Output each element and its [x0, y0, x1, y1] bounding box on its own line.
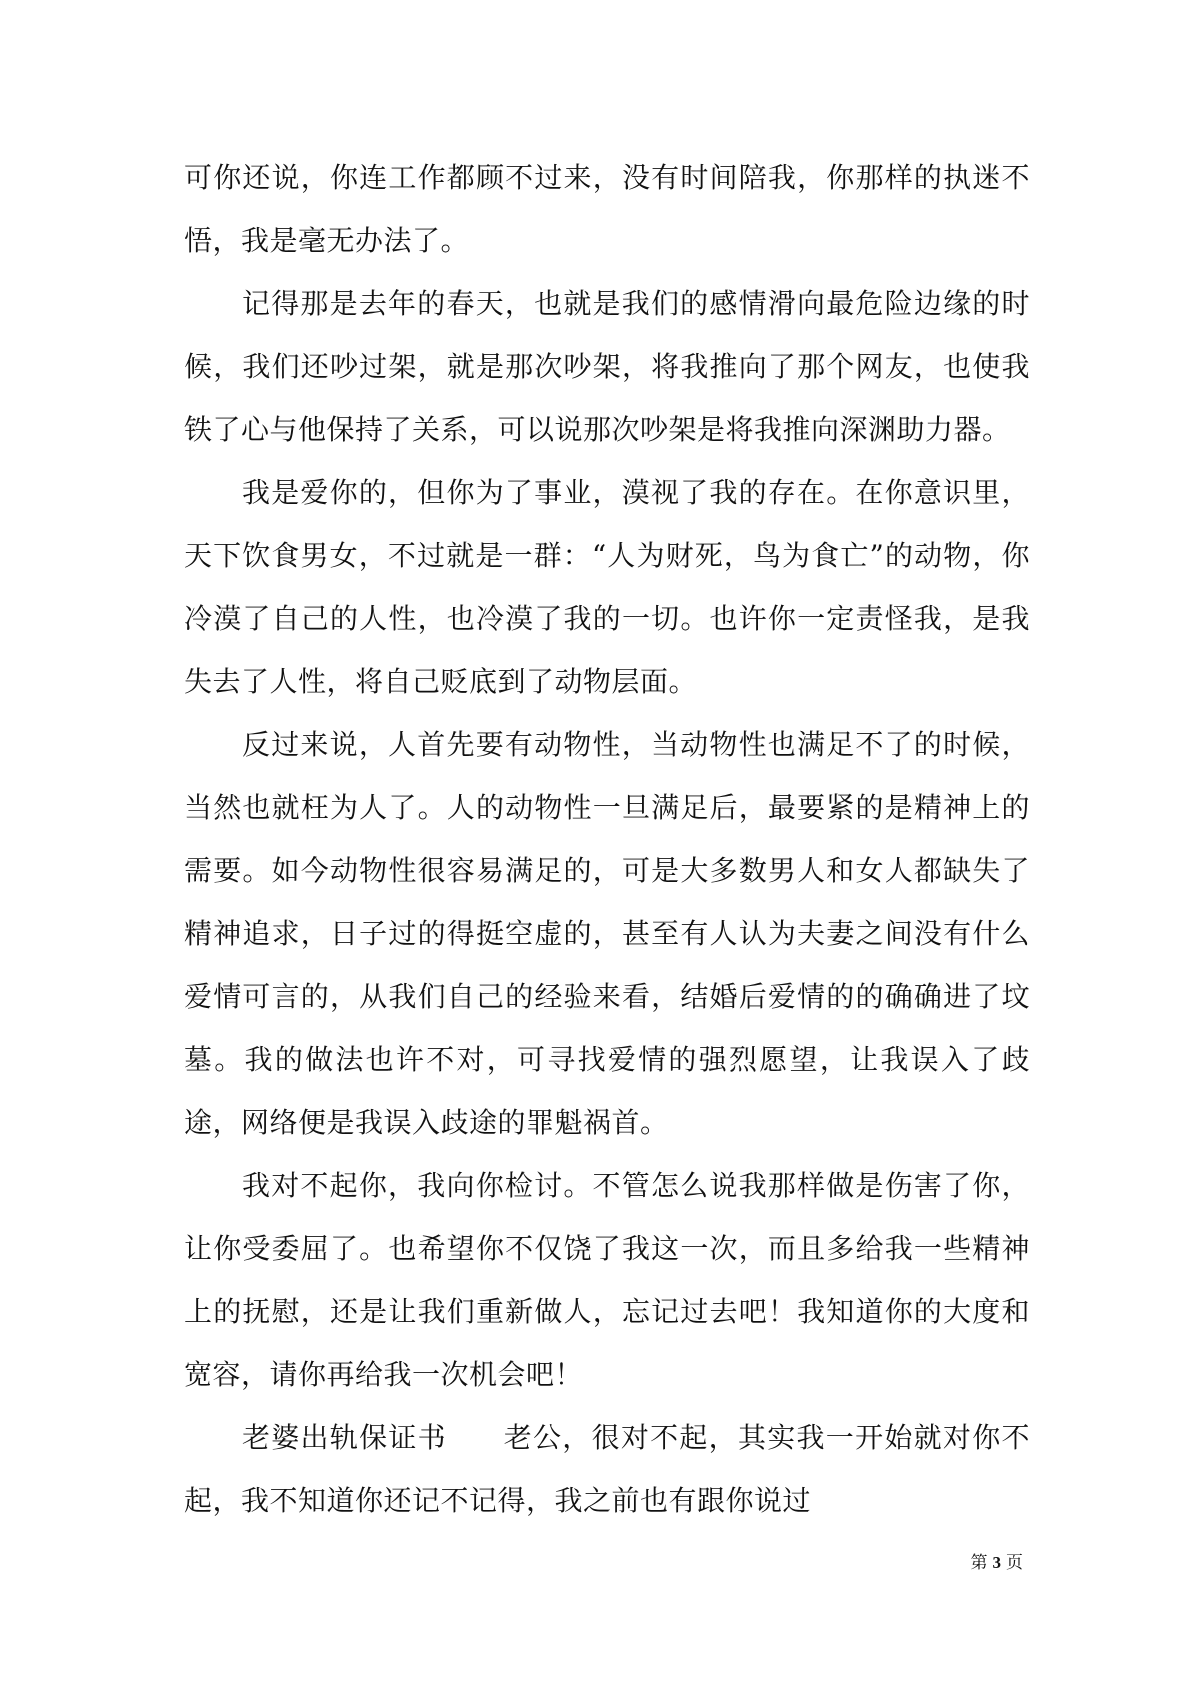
page-number-footer — [0, 1548, 1024, 1573]
page-prefix: 第 — [970, 1553, 989, 1573]
page-suffix: 页 — [1006, 1553, 1024, 1573]
paragraph: 记得那是去年的春天，也就是我们的感情滑向最危险边缘的时候，我们还吵过架，就是那次吵架，将我推向了那个网友，也使我铁了心与他保持了关系，可以说那次吵架是将我推向深渊助力器。 — [184, 287, 1030, 446]
paragraph: 我对不起你，我向你检讨。不管怎么说我那样做是伤害了你，让你受委屈了。也希望你不仅饶了我这一次，而且多给我一些精神上的抚慰，还是让我们重新做人，忘记过去吧！我知道你的大度和宽容，请你再给我一次机会吧！ — [184, 1169, 1030, 1391]
paragraph-text: 老公，很对不起，其实我一开始就对你不起，我不知道你还记不记得，我之前也有跟你说过 — [184, 1421, 1030, 1517]
paragraph: 反过来说，人首先要有动物性，当动物性也满足不了的时候，当然也就枉为人了。人的动物性一旦满足后，最要紧的是精神上的需要。如今动物性很容易满足的，可是大多数男人和女人都缺失了精神追求，日子过的得挺空虚的，甚至有人认为夫妻之间没有什么爱情可言的，从我们自己的经验来看，结婚后爱情的的确确进了坟墓。我的做法也许不对，可寻找爱情的强烈愿望，让我误入了歧途，网络便是我误入歧途的罪魁祸首。 — [184, 728, 1030, 1139]
page-number: 3 — [992, 1553, 1002, 1572]
document-body — [184, 146, 1030, 1532]
paragraph: 可你还说，你连工作都顾不过来，没有时间陪我，你那样的执迷不悟，我是毫无办法了。 — [184, 161, 1030, 257]
paragraph — [184, 1406, 1030, 1532]
section-title: 老婆出轨保证书 — [242, 1421, 447, 1454]
paragraph: 我是爱你的，但你为了事业，漠视了我的存在。在你意识里，天下饮食男女，不过就是一群：“人为财死，鸟为食亡”的动物，你冷漠了自己的人性，也冷漠了我的一切。也许你一定责怪我，是我失去了人性，将自己贬底到了动物层面。 — [184, 476, 1030, 698]
